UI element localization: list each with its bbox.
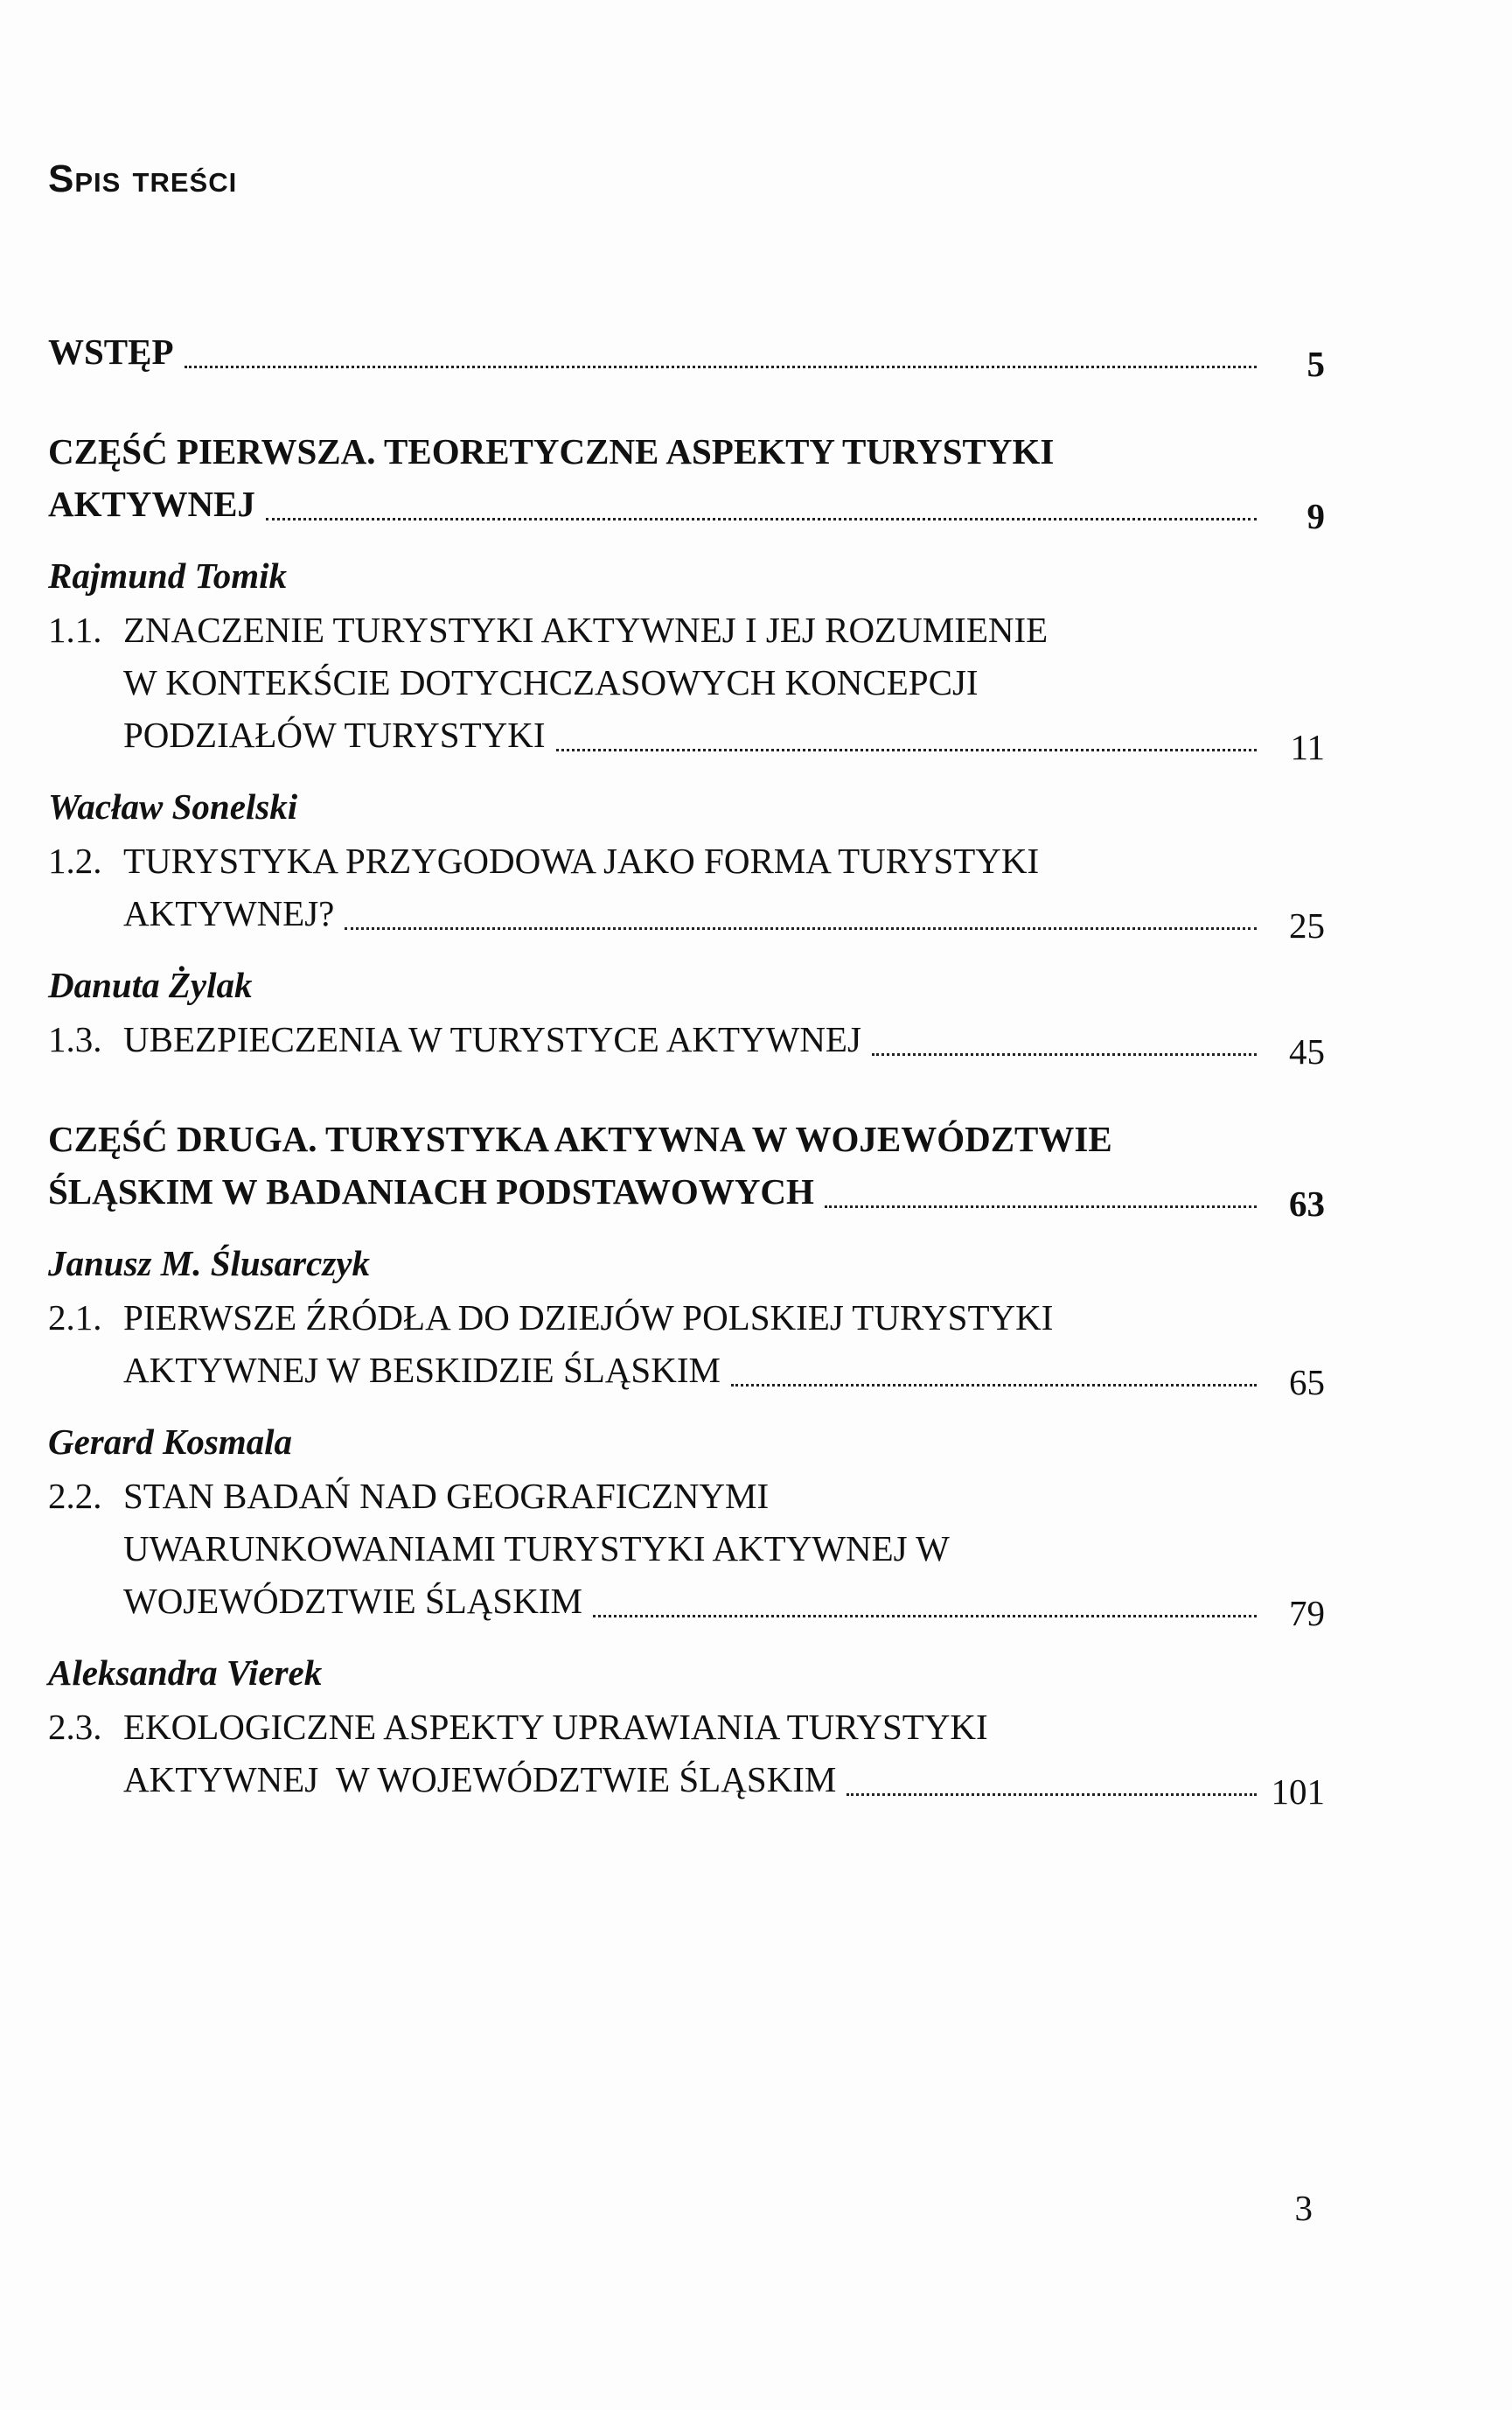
toc-entry-1-1[interactable] <box>48 602 1325 767</box>
chapter-title: W KONTEKŚCIE DOTYCHCZASOWYCH KONCEPCJI <box>123 662 979 702</box>
dot-leader <box>825 1188 1257 1208</box>
toc-entry-line <box>48 707 1325 767</box>
chapter-title: UBEZPIECZENIA W TURYSTYCE AKTYWNEJ <box>123 1019 861 1059</box>
chapter-author: Gerard Kosmala <box>48 1422 293 1462</box>
chapter-author: Aleksandra Vierek <box>48 1652 323 1693</box>
chapter-number: 2.1. <box>48 1297 102 1338</box>
table-of-contents <box>48 324 1325 1812</box>
toc-entry-line <box>48 654 1325 707</box>
chapter-title: UWARUNKOWANIAMI TURYSTYKI AKTYWNEJ W <box>123 1528 950 1568</box>
toc-part-title: CZĘŚĆ DRUGA. TURYSTYKA AKTYWNA W WOJEWÓDZTWIE <box>48 1119 1112 1159</box>
toc-entry-intro[interactable] <box>48 324 1325 384</box>
chapter-title: TURYSTYKA PRZYGODOWA JAKO FORMA TURYSTYKI <box>123 841 1040 881</box>
toc-page-number: 11 <box>1290 727 1325 767</box>
page-title: Spis treści <box>48 157 238 200</box>
chapter-number: 2.3. <box>48 1707 102 1747</box>
toc-entry-line <box>48 1342 1325 1402</box>
dot-leader <box>185 348 1257 368</box>
chapter-number: 1.1. <box>48 610 102 650</box>
chapter-title: AKTYWNEJ? <box>123 893 335 933</box>
toc-entry-2-1[interactable] <box>48 1289 1325 1402</box>
toc-part-title: ŚLĄSKIM W BADANIACH PODSTAWOWYCH <box>48 1171 814 1212</box>
dot-leader <box>731 1366 1257 1387</box>
toc-page-number: 101 <box>1271 1771 1325 1812</box>
dot-leader <box>847 1776 1257 1796</box>
toc-part-2[interactable] <box>48 1111 1325 1224</box>
chapter-author: Janusz M. Ślusarczyk <box>48 1243 370 1283</box>
toc-page-number: 9 <box>1306 496 1325 536</box>
dot-leader <box>345 910 1257 930</box>
dot-leader <box>266 500 1257 520</box>
toc-entry-2-2[interactable] <box>48 1468 1325 1633</box>
toc-entry-line <box>48 833 1325 885</box>
chapter-title: AKTYWNEJ W WOJEWÓDZTWIE ŚLĄSKIM <box>123 1759 837 1799</box>
toc-entry-line <box>48 1011 1325 1072</box>
chapter-title: WOJEWÓDZTWIE ŚLĄSKIM <box>123 1581 582 1621</box>
chapter-title: ZNACZENIE TURYSTYKI AKTYWNEJ I JEJ ROZUMIENIE <box>123 610 1049 650</box>
toc-entry-line <box>48 1520 1325 1573</box>
chapter-number: 2.2. <box>48 1476 102 1516</box>
toc-entry-line <box>48 885 1325 946</box>
toc-part-line <box>48 476 1325 536</box>
toc-part-line <box>48 1111 1325 1163</box>
chapter-title: STAN BADAŃ NAD GEOGRAFICZNYMI <box>123 1476 770 1516</box>
toc-entry-2-3[interactable] <box>48 1699 1325 1812</box>
toc-entry-line <box>48 602 1325 654</box>
chapter-title: PODZIAŁÓW TURYSTYKI <box>123 715 546 755</box>
toc-part-title: CZĘŚĆ PIERWSZA. TEORETYCZNE ASPEKTY TURYSTYKI <box>48 431 1055 472</box>
toc-entry-line <box>48 1468 1325 1520</box>
toc-part-line <box>48 423 1325 476</box>
toc-page-number: 65 <box>1289 1362 1325 1402</box>
toc-entry-1-2[interactable] <box>48 833 1325 946</box>
toc-part-1[interactable] <box>48 423 1325 536</box>
toc-entry-line <box>48 1699 1325 1751</box>
chapter-title: EKOLOGICZNE ASPEKTY UPRAWIANIA TURYSTYKI <box>123 1707 988 1747</box>
toc-entry-line <box>48 1289 1325 1342</box>
toc-page-number: 25 <box>1289 905 1325 946</box>
toc-entry-line <box>48 1573 1325 1633</box>
dot-leader <box>593 1597 1257 1617</box>
chapter-author: Danuta Żylak <box>48 965 253 1005</box>
toc-entry-1-3[interactable] <box>48 1011 1325 1072</box>
toc-entry-line <box>48 1751 1325 1812</box>
toc-page-number: 5 <box>1306 344 1325 384</box>
dot-leader <box>556 731 1257 751</box>
toc-page-number: 45 <box>1289 1031 1325 1072</box>
chapter-number: 1.3. <box>48 1019 102 1059</box>
chapter-author: Wacław Sonelski <box>48 786 298 827</box>
toc-page-number: 79 <box>1289 1593 1325 1633</box>
chapter-author: Rajmund Tomik <box>48 555 288 596</box>
toc-part-title: AKTYWNEJ <box>48 484 255 524</box>
toc-page-number: 63 <box>1289 1184 1325 1224</box>
chapter-title: AKTYWNEJ W BESKIDZIE ŚLĄSKIM <box>123 1350 721 1390</box>
toc-part-line <box>48 1163 1325 1224</box>
chapter-title: PIERWSZE ŹRÓDŁA DO DZIEJÓW POLSKIEJ TURYSTYKI <box>123 1297 1054 1338</box>
chapter-number: 1.2. <box>48 841 102 881</box>
page-number: 3 <box>1294 2188 1313 2228</box>
toc-entry-label: WSTĘP <box>48 332 174 372</box>
dot-leader <box>872 1036 1257 1056</box>
